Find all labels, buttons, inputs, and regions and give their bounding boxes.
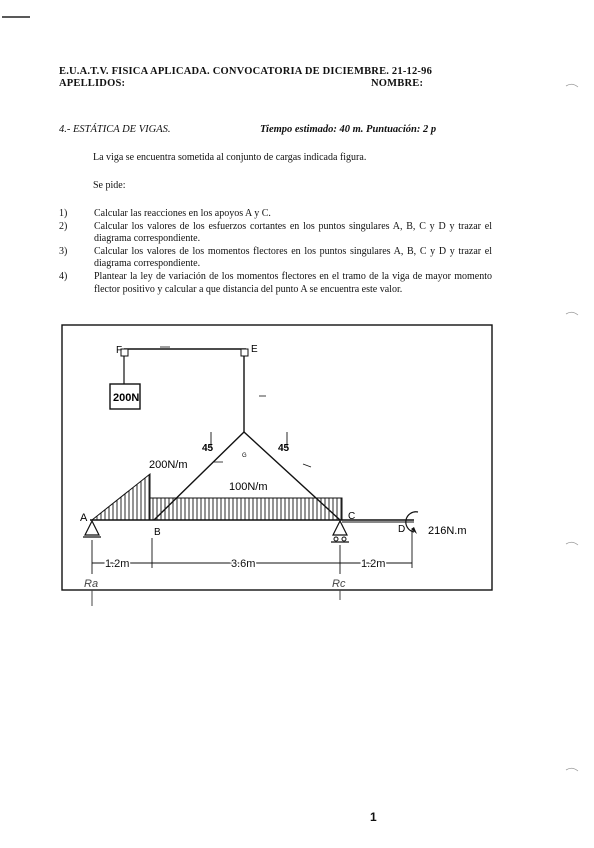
weight-label: 200N — [113, 392, 140, 404]
nombre-label: NOMBRE: — [371, 78, 424, 89]
moment-label: 216N.m — [428, 525, 467, 537]
page-number: 1 — [370, 810, 377, 824]
item-number: 2) — [59, 220, 68, 232]
tri-load-label: 200N/m — [149, 459, 188, 471]
label-C: C — [348, 511, 356, 522]
uniform-load — [150, 498, 342, 520]
label-E: E — [251, 344, 258, 355]
section-title: 4.- ESTÁTICA DE VIGAS. — [59, 124, 171, 135]
angle-left-label: 45 — [202, 443, 214, 454]
angle-right-label: 45 — [278, 443, 290, 454]
label-F: F — [116, 345, 123, 356]
item-number: 4) — [59, 270, 68, 282]
item-text: Calcular los valores de los esfuerzos cortantes en los puntos singulares A, B, C y D y trazar el diagrama correspondiente. — [94, 220, 492, 245]
se-pide-text: Se pide: — [93, 180, 126, 191]
item-text: Calcular las reacciones en los apoyos A y C. — [94, 208, 271, 219]
hand-rc: Rc — [332, 578, 346, 590]
item-number: 3) — [59, 245, 68, 257]
item-number: 1) — [59, 208, 68, 219]
label-B: B — [154, 527, 161, 538]
support-C — [333, 521, 347, 535]
hand-ra: Ra — [84, 578, 99, 590]
label-D: D — [398, 524, 406, 535]
apellidos-label: APELLIDOS: — [59, 78, 126, 89]
label-A: A — [80, 512, 88, 524]
dim-1: 1.2m — [105, 558, 130, 570]
pulley-E — [241, 349, 248, 356]
exam-header: E.U.A.T.V. FISICA APLICADA. CONVOCATORIA DE DICIEMBRE. 21-12-96 — [59, 66, 433, 77]
dim-2: 3.6m — [231, 558, 256, 570]
triangular-load — [92, 474, 150, 520]
item-text: Plantear la ley de variación de los momentos flectores en el tramo de la viga de mayor momento flector positivo y calcular a que distancia del punto A se encuentra este valor. — [94, 270, 492, 295]
uni-load-label: 100N/m — [229, 481, 268, 493]
item-text: Calcular los valores de los momentos flectores en los puntos singulares A, B, C y D y trazar el diagrama correspondiente. — [94, 245, 492, 270]
intro-text: La viga se encuentra sometida al conjunto de cargas indicada figura. — [93, 152, 367, 163]
figure-frame — [62, 325, 492, 590]
section-meta: Tiempo estimado: 40 m. Puntuación: 2 p — [260, 124, 437, 135]
label-G: G — [242, 453, 247, 459]
dim-3: 1.2m — [361, 558, 386, 570]
